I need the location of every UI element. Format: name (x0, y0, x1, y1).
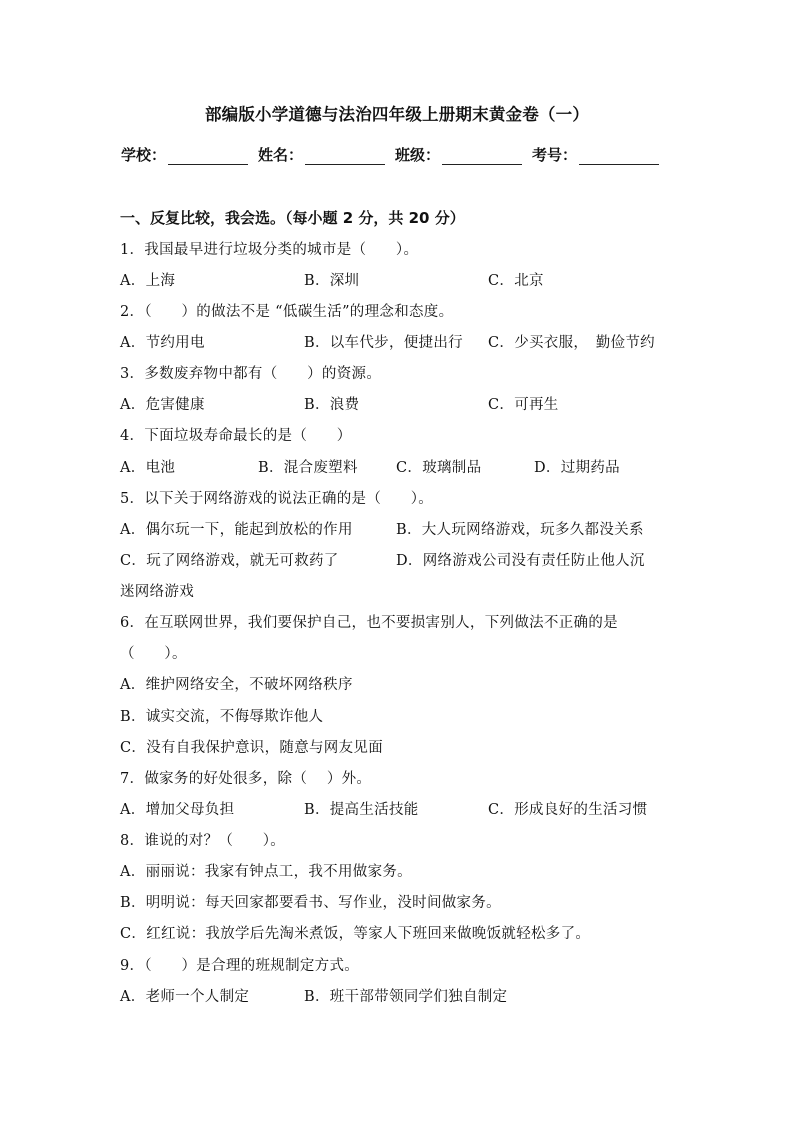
option-a[interactable]: A．节约用电 (120, 335, 205, 351)
name-label: 姓名： (258, 146, 304, 164)
option-d[interactable]: D．过期药品 (534, 460, 620, 476)
option-a[interactable]: A．增加父母负担 (120, 802, 235, 818)
question-stem: 6．在互联网世界，我们要保护自己，也不要损害别人，下列做法不正确的是 (120, 615, 618, 631)
number-field[interactable] (532, 144, 659, 165)
number-label: 考号： (532, 146, 578, 164)
option-a[interactable]: A．维护网络安全，不破坏网络秩序 (120, 677, 353, 693)
option-c[interactable]: C．没有自我保护意识，随意与网友见面 (120, 740, 383, 756)
option-b[interactable]: B．混合废塑料 (258, 460, 358, 476)
option-b[interactable]: B．以车代步，便捷出行 (304, 335, 463, 351)
option-a[interactable]: A．危害健康 (120, 397, 205, 413)
question-stem: 2．（ ）的做法不是 “低碳生活”的理念和态度。 (120, 304, 454, 320)
question-stem-continued: （ ）。 (120, 646, 187, 662)
name-blank[interactable] (305, 150, 385, 165)
section-heading: 一、反复比较，我会选。（每小题 2 分，共 20 分） (120, 209, 465, 227)
option-b[interactable]: B．浪费 (304, 397, 360, 413)
option-b[interactable]: B．班干部带领同学们独自制定 (304, 989, 508, 1005)
option-a[interactable]: A．老师一个人制定 (120, 989, 250, 1005)
question-stem: 8．谁说的对？（ ）。 (120, 833, 286, 849)
question-stem: 5．以下关于网络游戏的说法正确的是（ ）。 (120, 491, 434, 507)
school-field[interactable] (121, 144, 248, 165)
option-d[interactable]: D．网络游戏公司没有责任防止他人沉 (396, 553, 645, 569)
option-c[interactable]: C．红红说：我放学后先淘米煮饭，等家人下班回来做晚饭就轻松多了。 (120, 926, 591, 942)
option-a[interactable]: A．电池 (120, 460, 176, 476)
question-stem: 7．做家务的好处很多，除（ ）外。 (120, 771, 372, 787)
option-a[interactable]: A．偶尔玩一下，能起到放松的作用 (120, 522, 353, 538)
option-c[interactable]: C．玩了网络游戏，就无可救药了 (120, 553, 339, 569)
class-blank[interactable] (442, 150, 522, 165)
class-field[interactable] (395, 144, 522, 165)
option-c[interactable]: C．玻璃制品 (396, 460, 482, 476)
name-field[interactable] (258, 144, 385, 165)
school-label: 学校： (121, 146, 167, 164)
school-blank[interactable] (168, 150, 248, 165)
option-a[interactable]: A．上海 (120, 273, 176, 289)
option-c[interactable]: C．可再生 (488, 397, 559, 413)
question-stem: 1．我国最早进行垃圾分类的城市是（ ）。 (120, 242, 419, 258)
option-b[interactable]: B．提高生活技能 (304, 802, 419, 818)
class-label: 班级： (395, 146, 441, 164)
option-b[interactable]: B．深圳 (304, 273, 360, 289)
option-c[interactable]: C．北京 (488, 273, 544, 289)
option-b[interactable]: B．大人玩网络游戏，玩多久都没关系 (396, 522, 644, 538)
option-d-continued: 迷网络游戏 (120, 584, 194, 600)
number-blank[interactable] (579, 150, 659, 165)
option-c[interactable]: C．少买衣服， 勤俭节约 (488, 335, 655, 351)
option-b[interactable]: B．明明说：每天回家都要看书、写作业，没时间做家务。 (120, 895, 501, 911)
question-stem: 3．多数废弃物中都有（ ）的资源。 (120, 366, 382, 382)
option-b[interactable]: B．诚实交流，不侮辱欺诈他人 (120, 709, 324, 725)
question-stem: 9．（ ）是合理的班规制定方式。 (120, 958, 360, 974)
option-a[interactable]: A．丽丽说：我家有钟点工，我不用做家务。 (120, 864, 412, 880)
question-stem: 4．下面垃圾寿命最长的是（ ） (120, 428, 352, 444)
student-info-row (121, 144, 681, 165)
page-title: 部编版小学道德与法治四年级上册期末黄金卷（一） (204, 105, 590, 124)
option-c[interactable]: C．形成良好的生活习惯 (488, 802, 648, 818)
